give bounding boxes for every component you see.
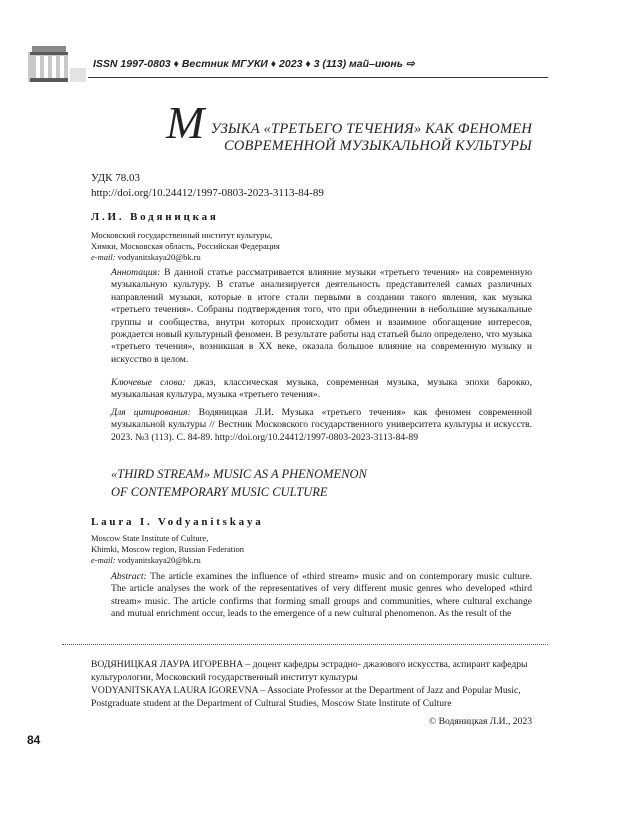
citation-ru: [111, 407, 532, 444]
copyright-note: © Водяницкая Л.И., 2023: [428, 716, 532, 727]
footnote-author-ru: [91, 659, 532, 684]
keywords-text: джаз, классическая музыка, современная музыка, музыка эпохи барокко, музыкальная культура, музыка «третьего течения».: [111, 377, 532, 401]
udk-code: УДК 78.03: [91, 172, 141, 184]
author-affiliation-ru: [91, 230, 280, 263]
title-en-line-2: OF CONTEMPORARY MUSIC CULTURE: [111, 485, 328, 499]
title-initial-letter: М: [166, 97, 205, 148]
affiliation-location: Khimki, Moscow region, Russian Federation: [91, 544, 244, 554]
keywords-label: Ключевые слова:: [111, 377, 186, 388]
email-address[interactable]: vodyanitskaya20@bk.ru: [117, 252, 201, 262]
affiliation-location: Химки, Московская область, Российская Федерация: [91, 241, 280, 251]
citation-label: Для цитирования:: [111, 407, 191, 418]
title-line-1: УЗЫКА «ТРЕТЬЕГО ТЕЧЕНИЯ» КАК ФЕНОМЕН: [210, 121, 532, 137]
abstract-label: Abstract:: [111, 571, 147, 582]
abstract-text: В данной статье рассматривается влияние музыки «третьего течения» на современную музыкальную культуру. В статье анализируется деятельность представителей самых различных направлений музыки, которые в итоге стали первыми в создании такого явления, как музыка «третьего течения». Собраны подтверждения того, что при объединении в небольшие музыкальные группы и сообщества, внутри которых происходит обмен и взаимное обогащение интересов, рождается новый культурный феномен. В результате работы над статьей было определено, что музыка «третьего течения», возникшая в ХХ веке, оказала большое влияние на современную музыку и искусство в целом.: [111, 267, 533, 365]
article-title: [160, 97, 540, 160]
title-en-line-1: «THIRD STREAM» MUSIC AS A PHENOMENON: [111, 467, 367, 481]
footnote-divider: [62, 644, 548, 645]
footnote-author-en: [91, 685, 532, 710]
footnote-en-text: VODYANITSKAYA LAURA IGOREVNA – Associate Professor at the Department of Jazz and Popular Music, Postgraduate student at the Department of Cultural Studies, Moscow State Institute of Culture: [91, 685, 521, 709]
title-line-2: СОВРЕМЕННОЙ МУЗЫКАЛЬНОЙ КУЛЬТУРЫ: [223, 138, 532, 154]
abstract-en: [111, 571, 532, 621]
author-email-en: [91, 555, 244, 566]
footnote-ru-text: ВОДЯНИЦКАЯ ЛАУРА ИГОРЕВНА – доцент кафедры эстрадно- джазового искусства, аспирант кафедры культурологии, Московский государственный институт культуры: [91, 659, 528, 683]
email-address[interactable]: vodyanitskaya20@bk.ru: [117, 555, 201, 565]
abstract-label: Аннотация:: [111, 267, 161, 278]
email-label: e-mail:: [91, 555, 116, 565]
abstract-ru: [111, 267, 532, 366]
email-label: e-mail:: [91, 252, 116, 262]
journal-logo-icon: [28, 42, 86, 86]
author-name-en: Laura I. Vodyanitskaya: [91, 516, 264, 528]
citation-text: Водяницкая Л.И. Музыка «третьего течения» как феномен современной музыкальной культуры // Вестник Московского государственного университета культуры и искусств. 2023. №3 (113). С. 84-89. http://doi.org/10.24412/1997-0803-2023-3113-84-89: [111, 407, 532, 443]
author-name-ru: Л.И. Водяницкая: [91, 211, 219, 223]
affiliation-line: Moscow State Institute of Culture,: [91, 533, 209, 543]
header-divider: [88, 77, 548, 78]
author-email-ru: [91, 252, 280, 263]
doi-link[interactable]: http://doi.org/10.24412/1997-0803-2023-3113-84-89: [91, 187, 324, 199]
keywords-ru: [111, 377, 532, 402]
affiliation-line: Московский государственный институт культуры,: [91, 230, 273, 240]
author-affiliation-en: [91, 533, 244, 566]
page-number: 84: [27, 733, 41, 747]
abstract-text: The article examines the influence of «third stream» music and on contemporary music culture. The article analyses the work of the representatives of very different music genres who developed «third stream» music. The article confirms that forming small groups and communities, where cultural exchange and mutual enrichment occur, leads to the emergence of a new cultural phenomenon. As the result of the: [111, 571, 532, 620]
article-title-en: [111, 465, 367, 501]
journal-header: ISSN 1997-0803 ♦ Вестник МГУКИ ♦ 2023 ♦ 3 (113) май–июнь ⇨: [93, 58, 415, 70]
